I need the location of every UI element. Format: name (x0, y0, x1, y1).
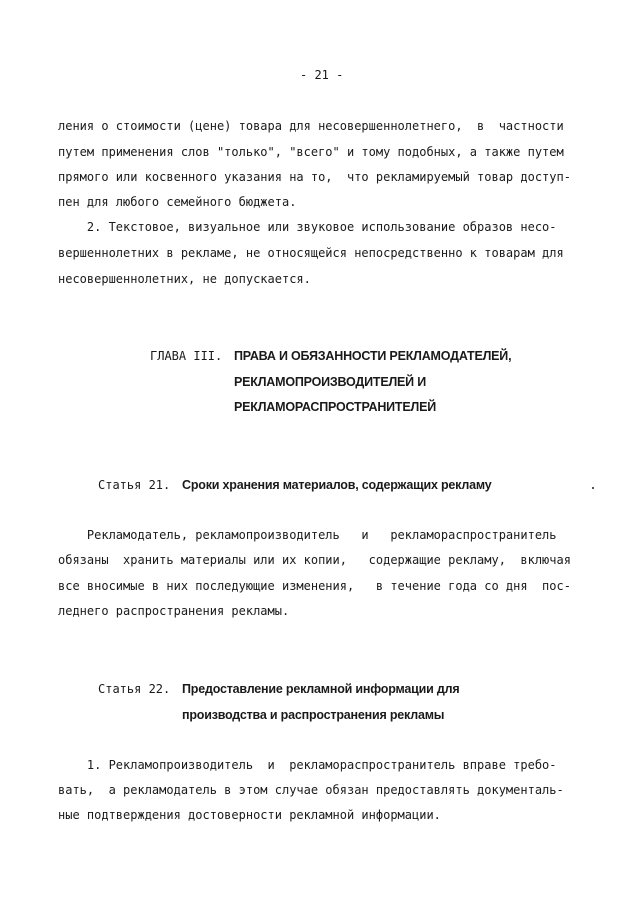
chapter-label: ГЛАВА III. (150, 349, 223, 363)
paragraph-2-line-1: 2. Текстовое, визуальное или звуковое использование образов несо- (58, 220, 557, 234)
chapter-title-line-1: ПРАВА И ОБЯЗАННОСТИ РЕКЛАМОДАТЕЛЕЙ, (234, 349, 512, 363)
continuation-line-2: путем применения слов "только", "всего" и тому подобных, а также путем (58, 145, 564, 159)
continuation-line-3: прямого или косвенного указания на то, что рекламируемый товар доступ- (58, 170, 571, 184)
paragraph-2-line-3: несовершеннолетних, не допускается. (58, 272, 311, 286)
article-22-label: Статья 22. (98, 682, 171, 696)
article-21-line-1: Рекламодатель, рекламопроизводитель и рекламораспространитель (58, 528, 557, 542)
article-22-title-line-2: производства и распространения рекламы (182, 708, 445, 722)
article-21-line-3: все вносимые в них последующие изменения, в течение года со дня пос- (58, 579, 571, 593)
article-22-line-3: ные подтверждения достоверности рекламной информации. (58, 808, 441, 822)
article-21-line-2: обязаны хранить материалы или их копии, содержащие рекламу, включая (58, 553, 571, 567)
scan-speck (592, 487, 594, 489)
continuation-line-4: пен для любого семейного бюджета. (58, 195, 297, 209)
article-21-line-4: леднего распространения рекламы. (58, 604, 290, 618)
article-21-label: Статья 21. (98, 478, 171, 492)
article-22-line-1: 1. Рекламопроизводитель и рекламораспространитель вправе требо- (58, 758, 557, 772)
chapter-title-line-2: РЕКЛАМОПРОИЗВОДИТЕЛЕЙ И (234, 375, 427, 389)
chapter-title-line-3: РЕКЛАМОРАСПРОСТРАНИТЕЛЕЙ (234, 400, 436, 414)
article-22-line-2: вать, а рекламодатель в этом случае обязан предоставлять документаль- (58, 783, 564, 797)
continuation-line-1: ления о стоимости (цене) товара для несовершеннолетнего, в частности (58, 119, 564, 133)
page-number: - 21 - (300, 68, 344, 82)
paragraph-2-line-2: вершеннолетних в рекламе, не относящейся непосредственно к товарам для (58, 246, 564, 260)
article-21-title: Сроки хранения материалов, содержащих рекламу (182, 478, 492, 492)
article-22-title-line-1: Предоставление рекламной информации для (182, 682, 460, 696)
